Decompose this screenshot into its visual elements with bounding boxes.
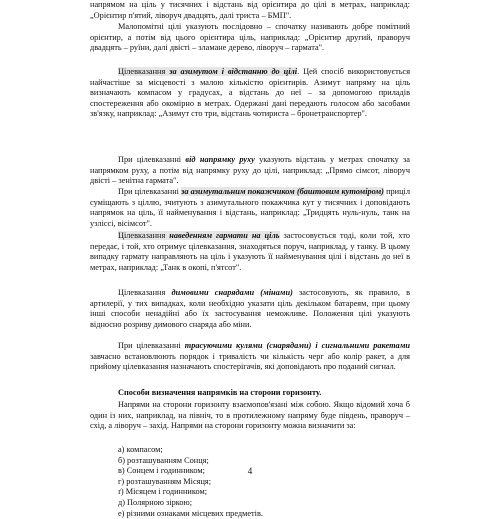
- paragraph-5: [90, 231, 410, 273]
- paragraph-text: застосовується тоді, коли той, хто передає, і той, хто отримує цілевказання, знаходяться поруч, наприклад, у танку. В цьому випадку гармату направляють на ціль і указують її найменування цілі і відстань до неї в метрах, наприклад: „Танк в окопі, п'ятсот".: [90, 231, 410, 272]
- section-heading: Способи визначення напрямків на сторони горизонту.: [118, 388, 322, 397]
- list-item: а) компасом;: [118, 445, 163, 454]
- emphasis: [181, 187, 384, 196]
- emphasis-text: від напрямку руху: [185, 155, 255, 164]
- paragraph-7: [90, 341, 410, 373]
- emphasis: [171, 288, 292, 297]
- paragraph-1: [90, 22, 410, 54]
- paragraph-text: напрямом на ціль у тисячних і відстань від орієнтира до цілі в метрах, наприклад: „Орієнтир п'ятий, ліворуч двадцять, далі триста – БМП".: [90, 0, 410, 20]
- paragraph-text: завчасно встановлюють порядок і тривалість чи кількість черг або колір ракет, а для прийому цілевказання назначають спостерігачів, які доповідають про поданий сигнал.: [90, 351, 410, 372]
- paragraph-text: При цілевказанні: [118, 155, 186, 164]
- paragraph-6: [90, 288, 410, 330]
- paragraph-3: [90, 155, 410, 187]
- emphasis-text: за азимутальним покажчиком (баштовим кутоміром): [181, 187, 384, 196]
- emphasis-text: наведенням гармати на ціль: [169, 231, 280, 240]
- emphasis: [169, 67, 297, 76]
- emphasis-text: за азимутом і відстанню до цілі: [169, 67, 298, 76]
- list-item: г) розташуванням Місяця;: [118, 476, 212, 486]
- methods-list: [118, 445, 398, 519]
- emphasis: [169, 231, 279, 240]
- paragraph-text: застосовують, як правило, в артилерії, у тих випадках, коли необхідно указати ціль декільком батареям, при цьому інші способи ненадійні або їх застосування неможливе. Положення цілі указують відносно розриву димового снаряда або міни.: [90, 288, 410, 329]
- emphasis: [185, 155, 254, 164]
- paragraph-text: Цілевказання: [118, 231, 170, 240]
- paragraph-text: указують відстань у метрах спочатку за напрямком руху, а потім від напрямку руху до цілі, наприклад: „Прямо сімсот, ліворуч двісті – зенітна гармата".: [90, 155, 410, 186]
- list-item: д) Полярною зіркою;: [118, 497, 193, 507]
- paragraph-text: Цілевказання: [118, 288, 172, 297]
- list-item: б) розташуванням Сонця;: [118, 455, 209, 465]
- paragraph-text: Цілевказання: [118, 67, 170, 76]
- paragraph-4: [90, 187, 410, 229]
- paragraph-2: [90, 67, 410, 120]
- paragraph-text: . Цей спосіб використовується найчастіше за місцевості з малою кількістю орієнтирів. Азимут напряму на ціль визначають компасом у градусах, а відстань до неї – за допомогою приладів спостереження або окомірно в метрах. Одержані дані передають голосом або засобами зв'язку, наприклад: „Азимут сто три, відстань чотириста – бронетранспортер".: [90, 67, 411, 119]
- paragraph-0: [90, 0, 410, 21]
- paragraph-text: Малопомітні цілі указують послідовно – спочатку називають добре помітний орієнтир, а потім від цього орієнтира ціль, наприклад: „Орієнтир другий, праворуч двадцять – руїни, далі двісті – зламане дерево, ліворуч – гармата".: [90, 22, 410, 53]
- list-item: е) різними ознаками місцевих предметів.: [118, 508, 263, 518]
- emphasis: [185, 341, 410, 350]
- paragraph-text: При цілевказанні: [118, 187, 182, 196]
- list-item: в) Сонцем і годинником;: [118, 466, 205, 476]
- page-number: 4: [247, 466, 253, 476]
- paragraph-text: приціл суміщають з ціллю, зчитують з азимутального покажчика кут у тисячних і доповідають напрямок на ціль, її найменування і відстань, наприклад: „Тридцять нуль-нуль, танк на узліссі, вісімсот".: [90, 187, 411, 228]
- emphasis-text: трасуючими кулями (снарядами) і сигнальними ракетами: [184, 341, 410, 350]
- intro-paragraph: Напрями на сторони горизонту взаємопов'язані між собою. Якщо відомий хоча б один із них, наприклад, на північ, то в протилежному напряму буде південь, праворуч – схід, а ліворуч – захід. Напрями на сторони горизонту можна визначити за:: [90, 400, 410, 431]
- emphasis-text: димовими снарядами (мінами): [171, 288, 293, 297]
- paragraph-text: При цілевказанні: [118, 341, 185, 350]
- list-item: ґ) Місяцем і годинником;: [118, 487, 208, 497]
